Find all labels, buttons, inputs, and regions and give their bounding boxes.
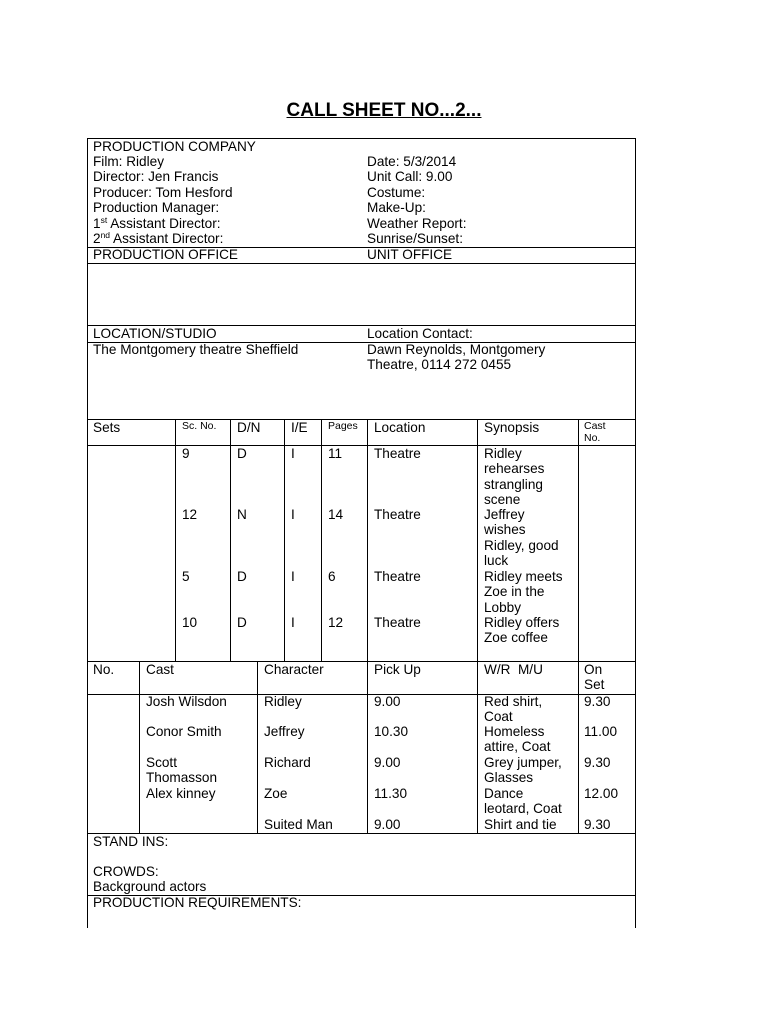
col-pages: Pages xyxy=(328,420,358,432)
weather-report-line: Weather Report: xyxy=(367,215,467,231)
scene-sc-no: 12 xyxy=(182,507,198,522)
col-no: No. xyxy=(93,662,115,677)
cast-pick-up: 10.30 xyxy=(374,724,409,739)
col-on-set: On Set xyxy=(584,662,605,693)
location-contact-value: Dawn Reynolds, Montgomery Theatre, 0114 272 0455 xyxy=(367,342,546,373)
date-line: Date: 5/3/2014 xyxy=(367,154,457,169)
cast-wardrobe: Homeless attire, Coat xyxy=(484,724,551,755)
cast-on-set: 9.30 xyxy=(584,817,611,832)
background-actors: Background actors xyxy=(93,879,207,894)
page-title: CALL SHEET NO...2... xyxy=(286,100,482,121)
scene-location: Theatre xyxy=(374,569,421,584)
scene-dn: N xyxy=(237,507,247,522)
scene-dn: D xyxy=(237,569,247,584)
scene-pages: 14 xyxy=(328,507,344,522)
cast-name: Conor Smith xyxy=(146,724,222,739)
scene-synopsis: Ridley meets Zoe in the Lobby xyxy=(484,569,563,615)
cast-name: Scott Thomasson xyxy=(146,755,218,786)
producer-line: Producer: Tom Hesford xyxy=(93,184,233,200)
cast-character: Suited Man xyxy=(264,817,333,832)
stand-ins-label: STAND INS: xyxy=(93,834,169,849)
scene-location: Theatre xyxy=(374,446,421,461)
scene-synopsis: Jeffrey wishes Ridley, good luck xyxy=(484,507,559,569)
col-synopsis: Synopsis xyxy=(484,420,540,435)
director-line: Director: Jen Francis xyxy=(93,169,219,185)
scene-ie: I xyxy=(291,507,295,522)
cast-pick-up: 9.00 xyxy=(374,817,401,832)
col-character: Character xyxy=(264,662,324,677)
production-office-label: PRODUCTION OFFICE xyxy=(93,247,238,262)
scene-synopsis: Ridley offers Zoe coffee xyxy=(484,615,560,646)
cast-character: Jeffrey xyxy=(264,724,305,739)
unit-office-label: UNIT OFFICE xyxy=(367,247,453,262)
header-right-lines xyxy=(367,154,466,246)
scene-dn: D xyxy=(237,615,247,630)
scene-dn: D xyxy=(237,446,247,461)
scene-location: Theatre xyxy=(374,615,421,630)
scene-ie: I xyxy=(291,569,295,584)
col-sets: Sets xyxy=(93,420,121,435)
scene-sc-no: 5 xyxy=(182,569,190,584)
sunrise-sunset-line: Sunrise/Sunset: xyxy=(367,231,463,247)
scene-synopsis: Ridley rehearses strangling scene xyxy=(484,446,545,508)
second-ad-line: 2nd Assistant Director: xyxy=(93,230,224,247)
cast-character: Zoe xyxy=(264,786,288,801)
cast-pick-up: 9.00 xyxy=(374,694,401,709)
make-up-line: Make-Up: xyxy=(367,200,426,216)
cast-wardrobe: Dance leotard, Coat xyxy=(484,786,562,817)
col-pick-up: Pick Up xyxy=(374,662,421,677)
production-company-label: PRODUCTION COMPANY xyxy=(93,139,256,154)
cast-character: Richard xyxy=(264,755,311,770)
crowds-label: CROWDS: xyxy=(93,864,159,879)
location-value: The Montgomery theatre Sheffield xyxy=(93,342,299,357)
scene-ie: I xyxy=(291,446,295,461)
col-sc-no: Sc. No. xyxy=(182,420,217,432)
scene-pages: 12 xyxy=(328,615,344,630)
film-line: Film: Ridley xyxy=(93,154,164,169)
cast-pick-up: 11.30 xyxy=(374,786,408,801)
cast-on-set: 9.30 xyxy=(584,694,611,709)
first-ad-line: 1st Assistant Director: xyxy=(93,214,221,231)
production-requirements-label: PRODUCTION REQUIREMENTS: xyxy=(93,895,302,910)
col-wr-mu: W/R M/U xyxy=(484,662,543,677)
scene-ie: I xyxy=(291,615,295,630)
scene-pages: 6 xyxy=(328,569,336,584)
cast-wardrobe: Shirt and tie xyxy=(484,817,557,832)
unit-call-line: Unit Call: 9.00 xyxy=(367,169,453,185)
scene-location: Theatre xyxy=(374,507,421,522)
cast-pick-up: 9.00 xyxy=(374,755,401,770)
production-manager-line: Production Manager: xyxy=(93,200,220,216)
cast-on-set: 11.00 xyxy=(584,724,618,739)
location-contact-label: Location Contact: xyxy=(367,326,473,341)
cast-on-set: 9.30 xyxy=(584,755,611,770)
scene-pages: 11 xyxy=(328,446,343,461)
costume-line: Costume: xyxy=(367,184,426,200)
col-dn: D/N xyxy=(237,420,261,435)
col-location: Location xyxy=(374,420,426,435)
col-cast-no: Cast No. xyxy=(584,420,606,444)
location-studio-label: LOCATION/STUDIO xyxy=(93,326,217,341)
col-ie: I/E xyxy=(291,420,308,435)
cast-name: Alex kinney xyxy=(146,786,216,801)
cast-wardrobe: Red shirt, Coat xyxy=(484,694,543,725)
cast-name: Josh Wilsdon xyxy=(146,694,227,709)
cast-on-set: 12.00 xyxy=(584,786,619,801)
header-left-lines xyxy=(93,154,233,246)
scene-sc-no: 10 xyxy=(182,615,198,630)
cast-wardrobe: Grey jumper, Glasses xyxy=(484,755,562,786)
scene-sc-no: 9 xyxy=(182,446,190,461)
cast-character: Ridley xyxy=(264,694,302,709)
col-cast: Cast xyxy=(146,662,174,677)
